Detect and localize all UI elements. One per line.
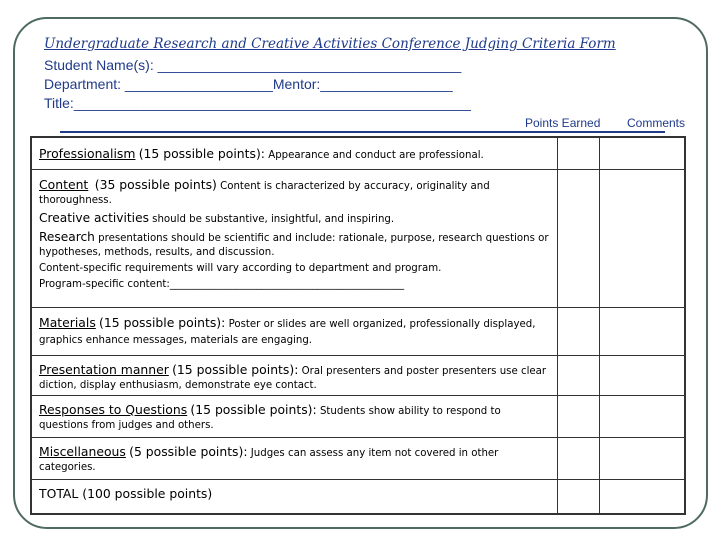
points-earned-cell[interactable]	[558, 437, 600, 479]
criterion-description: Students show ability to respond to questions from judges and others.	[39, 405, 501, 431]
criterion-points: (15 possible points):	[190, 401, 317, 417]
miscellaneous-cell	[31, 437, 558, 479]
department-mentor-field[interactable]: Department: ___________________Mentor:_________________	[44, 76, 453, 92]
criterion-description: Appearance and conduct are professional.	[268, 150, 484, 161]
criterion-points: (15 possible points):	[99, 314, 226, 330]
points-earned-cell[interactable]	[558, 395, 600, 437]
content-cell	[31, 169, 558, 307]
comments-cell[interactable]	[599, 395, 685, 437]
comments-cell[interactable]	[599, 355, 685, 395]
total-cell	[31, 479, 558, 514]
table-row	[31, 437, 685, 479]
criterion-points: (5 possible points):	[129, 443, 248, 459]
content-specific-note: Content-specific requirements will vary according to department and program.	[39, 262, 442, 274]
professionalism-cell	[31, 137, 558, 169]
criterion-description: Poster or slides are well organized, professionally displayed, graphics enhance messages, materials are engaging.	[39, 318, 536, 346]
table-row	[31, 307, 685, 355]
criterion-description: Judges can assess any item not covered in other categories.	[39, 447, 499, 473]
form-title: Undergraduate Research and Creative Activities Conference Judging Criteria Form	[44, 36, 616, 52]
criterion-name: Responses to Questions	[39, 401, 188, 417]
comments-header: Comments	[627, 116, 686, 130]
comments-cell[interactable]	[599, 307, 685, 355]
creative-activities-description: should be substantive, insightful, and inspiring.	[152, 213, 395, 225]
criteria-table	[30, 136, 686, 515]
criterion-points: (35 possible points)	[94, 176, 217, 192]
criterion-description: Oral presenters and poster presenters use clear diction, display enthusiasm, demonstrate eye contact.	[39, 365, 547, 391]
points-earned-cell[interactable]	[558, 355, 600, 395]
criterion-points: (15 possible points):	[138, 146, 265, 161]
table-row	[31, 395, 685, 437]
comments-cell[interactable]	[599, 437, 685, 479]
title-field[interactable]: Title:___________________________________________________	[44, 95, 471, 111]
criterion-name: Content	[39, 176, 89, 192]
total-label: TOTAL (100 possible points)	[39, 485, 213, 501]
table-row	[31, 355, 685, 395]
header-rule	[60, 131, 665, 133]
criterion-name: Professionalism	[39, 146, 136, 161]
comments-cell[interactable]	[599, 137, 685, 169]
points-earned-cell[interactable]	[558, 307, 600, 355]
responses-cell	[31, 395, 558, 437]
comments-cell[interactable]	[599, 169, 685, 307]
criterion-points: (15 possible points):	[172, 361, 299, 377]
points-earned-cell[interactable]	[558, 479, 600, 514]
research-label: Research	[39, 229, 95, 244]
criterion-description: Content is characterized by accuracy, originality and thoroughness.	[39, 180, 490, 206]
comments-cell[interactable]	[599, 479, 685, 514]
student-name-field[interactable]: Student Name(s): _______________________________________	[44, 57, 462, 73]
criterion-name: Miscellaneous	[39, 443, 126, 459]
program-specific-content-field[interactable]: Program-specific content:______________________________________________	[39, 278, 405, 290]
criterion-name: Presentation manner	[39, 361, 169, 377]
table-row	[31, 169, 685, 307]
research-description: presentations should be scientific and include: rationale, purpose, research questions or hypotheses, methods, results, and discussion.	[39, 232, 549, 258]
points-earned-cell[interactable]	[558, 169, 600, 307]
points-earned-cell[interactable]	[558, 137, 600, 169]
criterion-name: Materials	[39, 314, 96, 330]
presentation-manner-cell	[31, 355, 558, 395]
table-row	[31, 137, 685, 169]
materials-cell	[31, 307, 558, 355]
table-row	[31, 479, 685, 514]
creative-activities-label: Creative activities	[39, 210, 149, 225]
points-earned-header: Points Earned	[525, 116, 601, 130]
